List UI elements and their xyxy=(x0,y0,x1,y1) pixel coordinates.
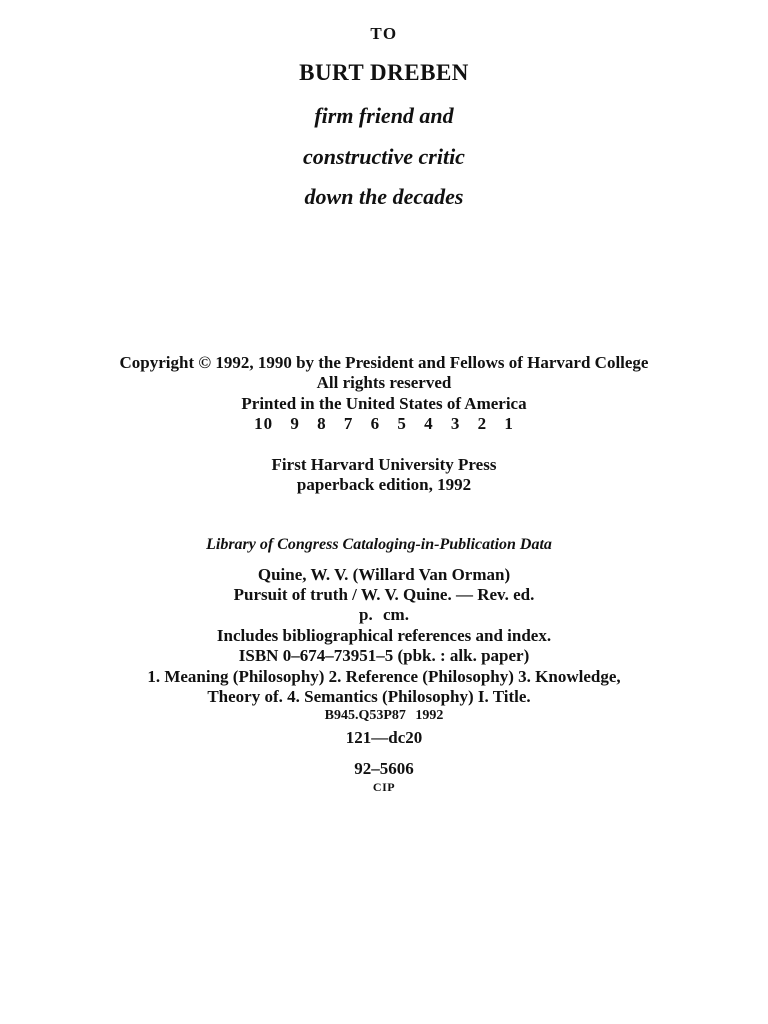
printed-in: Printed in the United States of America xyxy=(241,394,527,413)
rights-reserved: All rights reserved xyxy=(316,373,452,392)
copyright-notice: Copyright © 1992, 1990 by the President and Fellows of Harvard College xyxy=(119,353,649,372)
cip-line: ISBN 0–674–73951–5 (pbk. : alk. paper) xyxy=(238,646,530,665)
lccn: 92–5606 xyxy=(354,759,414,778)
cip-line: Pursuit of truth / W. V. Quine. — Rev. ed. xyxy=(233,585,535,604)
dedicatee-name: BURT DREBEN xyxy=(299,60,469,85)
dedication-to: TO xyxy=(370,24,398,43)
cip-line: Theory of. 4. Semantics (Philosophy) I. Title. xyxy=(207,687,531,706)
print-run-numbers: 10 9 8 7 6 5 4 3 2 1 xyxy=(254,414,514,433)
edition-line: First Harvard University Press xyxy=(271,455,497,474)
cip-line: Includes bibliographical references and index. xyxy=(216,626,552,645)
dedication-line: down the decades xyxy=(304,184,464,209)
cip-line: 1. Meaning (Philosophy) 2. Reference (Philosophy) 3. Knowledge, xyxy=(147,667,621,686)
dedication-line: constructive critic xyxy=(303,144,465,169)
dewey-number: 121—dc20 xyxy=(345,728,423,747)
cip-line: p. cm. xyxy=(359,605,409,624)
dedication-line: firm friend and xyxy=(314,103,454,128)
cip-line: Quine, W. V. (Willard Van Orman) xyxy=(257,565,511,584)
edition-line: paperback edition, 1992 xyxy=(296,475,472,494)
cip-heading: Library of Congress Cataloging-in-Publication Data xyxy=(206,536,552,553)
call-number: B945.Q53P87 1992 xyxy=(324,708,444,723)
cip-mark: CIP xyxy=(372,780,396,794)
